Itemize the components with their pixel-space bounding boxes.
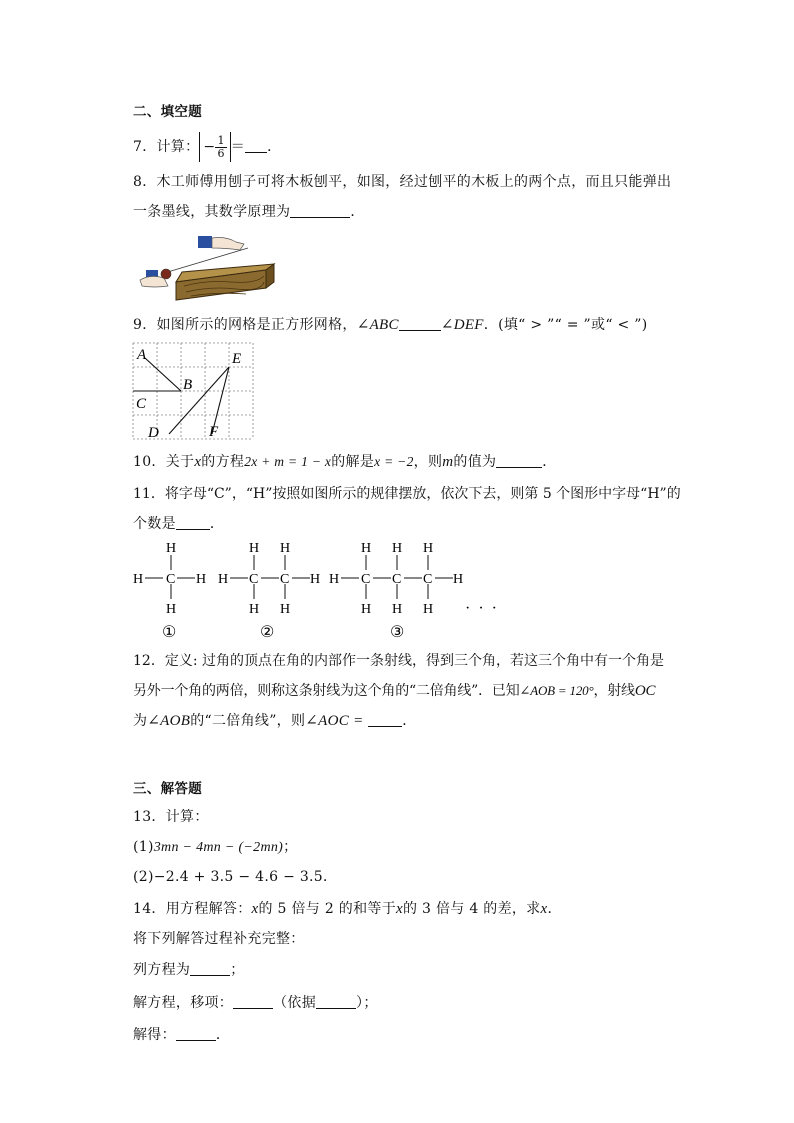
svg-text:H: H [249,541,260,556]
svg-text:C: C [249,572,259,587]
answer-blank-14-equation[interactable] [190,961,230,976]
svg-text:H: H [329,572,340,587]
answer-blank-9[interactable] [399,316,441,331]
answer-blank-12[interactable] [368,712,402,727]
wood-plank-illustration [136,234,282,304]
svg-text:C: C [361,572,371,587]
answer-blank-7[interactable] [245,138,267,153]
continuation-dots: · · · [465,600,499,617]
molecule-1 [133,541,206,617]
section-title-fill-in: 二、填空题 [133,104,202,120]
label-b: B [183,377,193,393]
right-hand [212,238,244,251]
question-14-line-2: 将下列解答过程补充完整： [133,931,305,947]
svg-text:H: H [392,602,403,617]
svg-text:H: H [392,541,403,556]
figure-label-3: ③ [390,624,405,641]
square-grid-figure [132,342,258,442]
label-d: D [148,425,159,441]
question-11-line-1: 11．将字母“C”，“H”按照如图所示的规律摆放，依次下去，则第 5 个图形中字母“H”的 [133,486,681,502]
svg-text:H: H [423,602,434,617]
svg-text:C: C [166,572,176,587]
question-14-line-1: 14．用方程解答：x的 5 倍与 2 的和等于x的 3 倍与 4 的差，求x． [133,901,562,917]
answer-blank-10[interactable] [496,453,542,468]
svg-text:H: H [133,572,144,587]
question-8-line-2: 一条墨线，其数学原理为 ． [133,204,365,220]
svg-text:H: H [249,602,260,617]
svg-text:H: H [196,572,207,587]
svg-text:C: C [392,572,402,587]
svg-text:H: H [280,541,291,556]
question-12-line-1: 12．定义: 过角的顶点在角的内部作一条射线，得到三个角，若这三个角中有一个角是 [133,653,664,669]
figure-label-1: ① [162,624,177,641]
svg-text:C: C [423,572,433,587]
question-8-line-1: 8．木工师傅用刨子可将木板刨平，如图，经过刨平的木板上的两个点，而且只能弹出 [133,174,672,190]
svg-text:H: H [280,602,291,617]
figure-label-2: ② [260,624,275,641]
svg-text:H: H [218,572,229,587]
svg-text:H: H [423,541,434,556]
fraction: $\frac{1}{6}$ [217,133,225,160]
molecule-3 [329,541,463,617]
absolute-value: − $\frac{1}{6}$ [199,132,230,162]
svg-text:H: H [310,572,321,587]
question-9: 9．如图所示的网格是正方形网格，∠ABC ∠DEF．(填“ > ”“ = ”或“ < ”) [133,317,648,333]
right-sleeve [198,236,212,248]
question-13-title: 13．计算： [133,809,209,825]
segment-ab [145,358,181,391]
label-a: A [137,347,147,363]
answer-blank-14-basis[interactable] [316,994,356,1009]
question-10: 10．关于x的方程2x + m = 1 − x的解是x = −2，则m的值为 ． [133,454,557,470]
question-12-line-3: 为∠AOB的“二倍角线”，则∠AOC = ． [133,713,417,729]
answer-blank-14-solution[interactable] [176,1026,216,1041]
ink-pot [161,269,171,279]
molecule-figures [132,537,502,643]
section-title-solve: 三、解答题 [133,781,202,797]
svg-text:H: H [166,602,177,617]
question-12-line-2: 另外一个角的两倍，则称这条射线为这个角的“二倍角线”．已知∠AOB = 120°，射线OC [133,683,656,699]
answer-blank-14-transpose[interactable] [233,994,273,1009]
question-11-line-2: 个数是 ． [133,516,225,532]
answer-blank-8[interactable] [290,203,350,218]
svg-text:H: H [453,572,464,587]
question-7: 7．计算： − $\frac{1}{6}$ ＝ ． [133,130,673,164]
svg-text:H: H [361,541,372,556]
question-13-part-2: (2)−2.4 + 3.5 − 4.6 − 3.5． [133,869,338,885]
svg-text:H: H [166,541,177,556]
question-14-line-4: 解方程，移项： （依据 ）； [133,995,378,1011]
question-14-line-5: 解得： ． [133,1027,231,1043]
svg-text:H: H [361,602,372,617]
question-14-line-3: 列方程为 ； [133,962,245,978]
label-f: F [209,424,219,440]
molecule-2 [218,541,320,617]
label-e: E [232,351,242,367]
answer-blank-11[interactable] [176,515,210,530]
question-13-part-1: (1)3mn − 4mn − (−2mn)； [133,839,298,855]
label-c: C [136,396,147,412]
svg-text:C: C [280,572,290,587]
